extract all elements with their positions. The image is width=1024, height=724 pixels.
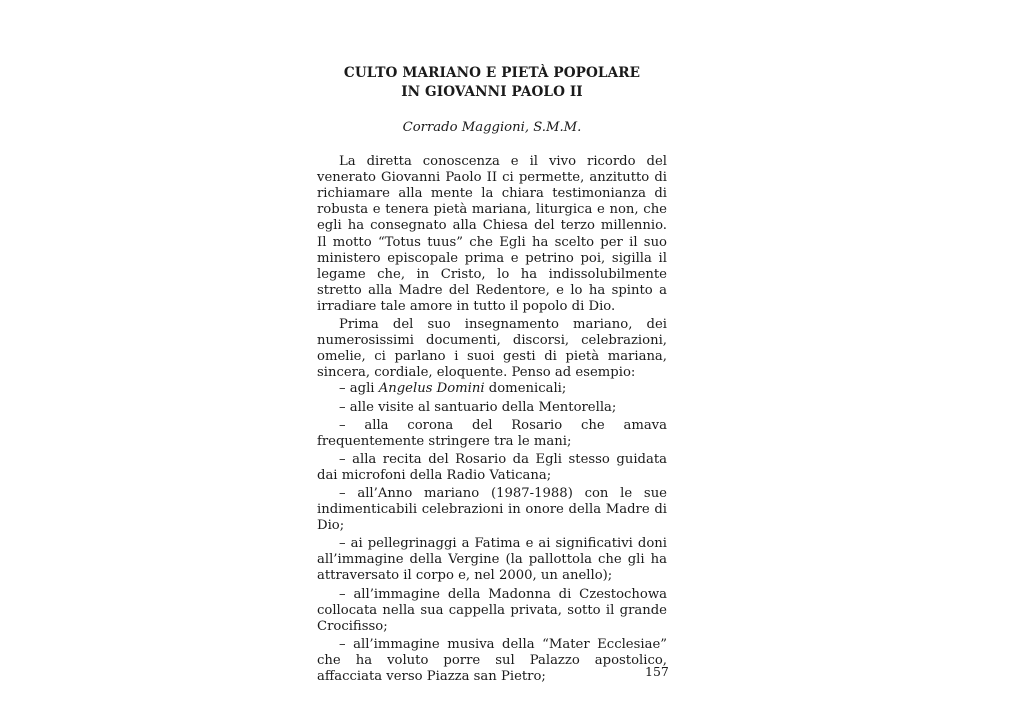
list-item: – alle visite al santuario della Mentorella; (339, 399, 617, 415)
list-item: – all’Anno mariano (1987-1988) con le sue indimenticabili celebrazioni in onore della Madre di Dio; (317, 485, 667, 534)
list-item-suffix: domenicali; (484, 381, 567, 397)
list-item (317, 381, 667, 397)
author-name: Corrado Maggioni, S.M.M. (402, 120, 582, 135)
gesture-list (317, 381, 667, 685)
list-item: – alla recita del Rosario da Egli stesso guidata dai microfoni della Radio Vaticana; (317, 451, 667, 483)
list-item: – alla corona del Rosario che amava frequentemente stringere tra le mani; (317, 417, 667, 449)
list-item-prefix: – agli (339, 381, 379, 397)
page-number: 157 (645, 664, 669, 679)
list-item: – all’immagine della Madonna di Czestochowa collocata nella sua cappella privata, sotto il grande Crocifisso; (317, 586, 667, 634)
paragraph-intro: La diretta conoscenza e il vivo ricordo del venerato Giovanni Paolo II ci permette, anzitutto di richiamare alla mente la chiara testimonianza di robusta e tenera pietà mariana, liturgica e non, che egli ha consegnato alla Chiesa del terzo millennio. Il motto “Totus tuus” che Egli ha scelto per il suo ministero episcopale prima e petrino poi, sigilla il legame che, in Cristo, lo ha indissolubilmente stretto alla Madre del Redentore, e lo ha spinto a irradiare tale amore in tutto il popolo di Dio. (317, 154, 667, 314)
text-block (317, 64, 667, 687)
list-item-italic: Angelus Domini (378, 381, 485, 397)
paragraph-gestures: Prima del suo insegnamento mariano, dei numerosissimi documenti, discorsi, celebrazioni, omelie, ci parlano i suoi gesti di pietà mariana, sincera, cordiale, eloquente. Penso ad esempio: (317, 317, 667, 381)
list-item: – all’immagine musiva della “Mater Ecclesiae” che ha voluto porre sul Palazzo apostolico, affacciata verso Piazza san Pietro; (317, 636, 667, 684)
list-item: – ai pellegrinaggi a Fatima e ai significativi doni all’immagine della Vergine (la pallottola che gli ha attraversato il corpo e, nel 2000, un anello); (317, 536, 667, 584)
title-line-2: IN GIOVANNI PAOLO II (401, 84, 583, 100)
title-line-1: CULTO MARIANO E PIETÀ POPOLARE (343, 65, 641, 81)
article-title (317, 64, 667, 102)
